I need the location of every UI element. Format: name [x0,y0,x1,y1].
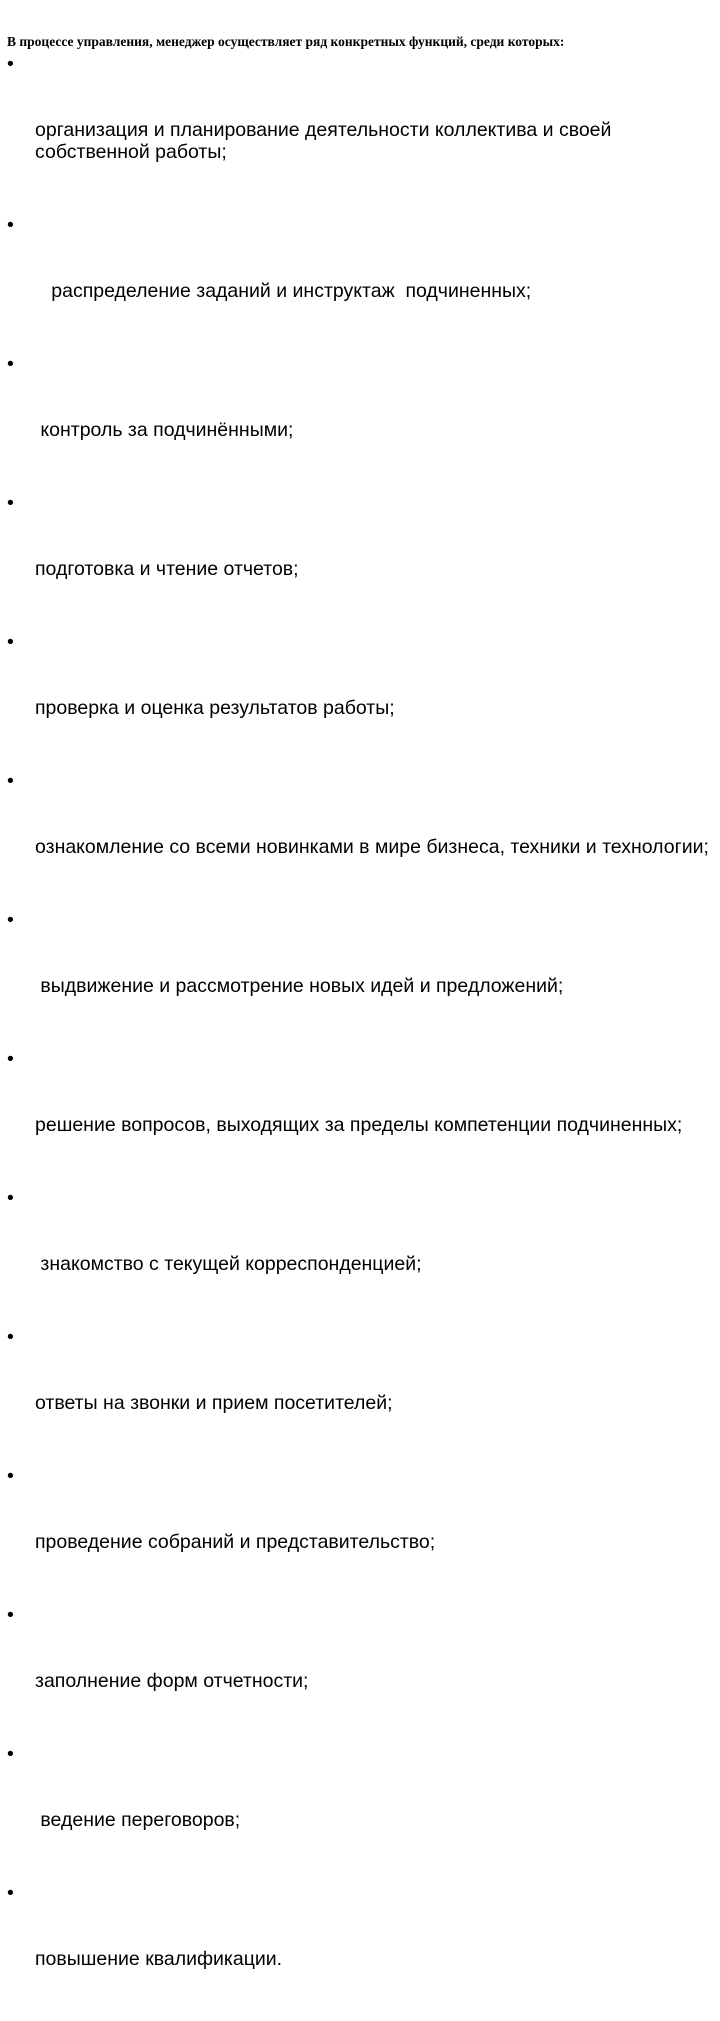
list-item-text: подготовка и чтение отчетов; [35,558,299,580]
list-item [0,353,720,485]
bullet-icon: • [7,1743,14,1765]
bullet-icon: • [7,631,14,653]
list-item [0,492,720,624]
list-item-text: заполнение форм отчетности; [35,1670,309,1692]
bullet-icon: • [7,1465,14,1487]
list-item-text: ведение переговоров; [35,1809,241,1831]
list-item [0,770,720,902]
list-item-text: повышение квалификации. [35,1948,283,1970]
list-item [0,909,720,1041]
bullet-icon: • [7,214,14,236]
bullet-icon: • [7,1187,14,1209]
list-item-text: решение вопросов, выходящих за пределы компетенции подчиненных; [35,1114,683,1136]
list-item [0,1048,720,1180]
list-item [0,1187,720,1319]
list-item [0,631,720,763]
bullet-icon: • [7,53,14,75]
bullet-icon: • [7,1604,14,1626]
list-item [0,1743,720,1875]
slide-heading: В процессе управления, менеджер осуществляет ряд конкретных функций, среди которых: [7,34,565,49]
list-item-text: организация и планирование деятельности коллектива и своей собственной работы; [35,119,617,163]
bullet-icon: • [7,1326,14,1348]
list-item [0,214,720,346]
bullet-icon: • [7,353,14,375]
bullet-icon: • [7,1882,14,1904]
list-item [0,53,720,207]
list-item-text: ответы на звонки и прием посетителей; [35,1392,393,1414]
list-item-text: контроль за подчинёнными; [35,419,294,441]
function-list [0,53,720,2021]
list-item [0,1326,720,1458]
list-item-text: ознакомление со всеми новинками в мире бизнеса, техники и технологии; [35,836,709,858]
list-item-text: распределение заданий и инструктаж подчиненных; [35,280,532,302]
bullet-icon: • [7,770,14,792]
bullet-icon: • [7,909,14,931]
list-item-text: проверка и оценка результатов работы; [35,697,395,719]
bullet-icon: • [7,1048,14,1070]
list-item-text: выдвижение и рассмотрение новых идей и предложений; [35,975,564,997]
list-item [0,1604,720,1736]
list-item-text: проведение собраний и представительство; [35,1531,436,1553]
bullet-icon: • [7,492,14,514]
list-item [0,1882,720,2014]
list-item-text: знакомство с текущей корреспонденцией; [35,1253,422,1275]
list-item [0,1465,720,1597]
